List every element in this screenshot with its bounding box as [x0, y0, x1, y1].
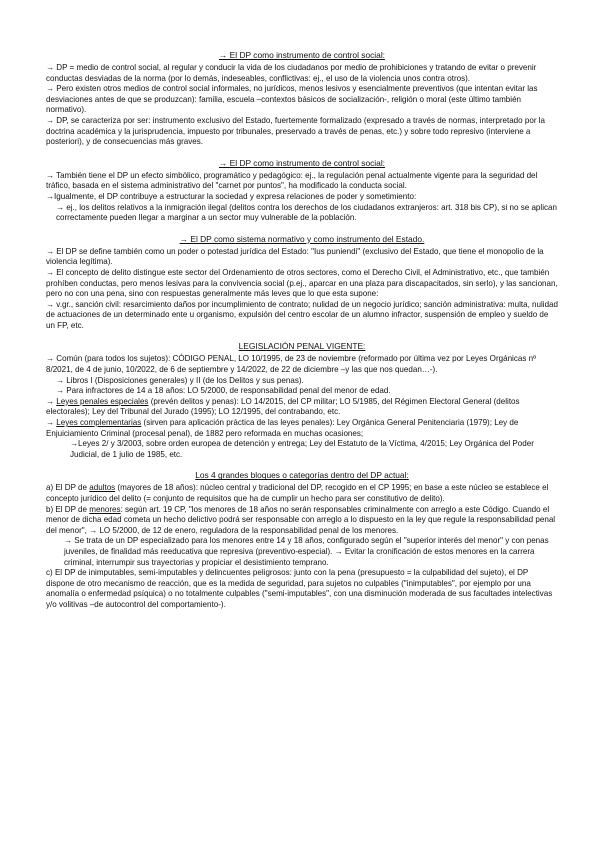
paragraph: → DP, se caracteriza por ser: instrumento exclusivo del Estado, fuertemente formalizado (expresado a través de normas, interpretado por la doctrina académica y la jurisprudencia, impuesto por tribunales, preservado a través de penas, etc.) y sobre todo represivo (interviene a posteriori), y de consecuencias más graves. — [46, 115, 546, 147]
section-sistema-normativo — [46, 234, 558, 332]
paragraph-indented: → Se trata de un DP especializado para los menores entre 14 y 18 años, configurado según el "superior interés del menor" y con penas juveniles, de finalidad más reeducativa que represiva (preventivo-especial). → Evitar la cronificación de estos menores en la carrera criminal, interrumpir sus trayectorias y propiciar el desistimiento temprano. — [64, 536, 549, 567]
section-control-social-1 — [46, 50, 558, 148]
section-heading: → El DP como instrumento de control social: — [218, 157, 386, 168]
paragraph: c) El DP de inimputables, semi-imputables y delincuentes peligrosos: junto con la pena (presupuesto = la culpabilidad del sujeto), el DP dispone de otro mecanismo de reacción, que es la medida de seguridad, para sujetos no culpables ("inimputables", por ejemplo por una anomalía o enfermedad psíquica) o no totalmente culpables ("semi-imputables", con una disminución moderada de sus facultades intelectivas y/o volitivas –de autocontrol del comportamiento-). — [46, 568, 553, 609]
paragraph: → v.gr., sanción civil: resarcimiento daños por incumplimiento de contrato; nulidad de un negocio jurídico; sanción administrativa: multa, nulidad de actuaciones de un determinado ente u organismo, expulsión del centro escolar de un alumno infractor, suspensión de empleo y sueldo de un FP, etc. — [46, 299, 558, 330]
paragraph: → El concepto de delito distingue este sector del Ordenamiento de otros sectores, como el Derecho Civil, el Administrativo, etc., que también prohíben conductas, pero menos lesivas para la convivencia social (p.ej., aparcar en una plaza para discapacitados, sin serlo), y las sancionan, pero no con una pena, sino con respuestas generalmente más leves que lo que esta supone: — [46, 267, 558, 299]
paragraph-indented: → Para infractores de 14 a 18 años: LO 5/2000, de responsabilidad penal del menor de edad. — [56, 386, 391, 396]
section-control-social-2 — [46, 158, 558, 224]
paragraph-indented: → ej., los delitos relativos a la inmigración ilegal (delitos contra los derechos de los ciudadanos extranjeros: art. 318 bis CP), si no se aplican correctamente pueden llegar a marginar a un sector muy vulnerable de la población. — [56, 202, 557, 223]
section-heading: Los 4 grandes bloques o categorías dentro del DP actual: — [195, 470, 409, 481]
paragraph: b) El DP de menores: según art. 19 CP, "los menores de 18 años no serán responsables criminalmente con arreglo a este Código. Cuando el menor de dicha edad cometa un hecho delictivo podrá ser responsable con arreglo a lo dispuesto en la ley que regule la responsabilidad penal del menor", → LO 5/2000, de 12 de enero, reguladora de la responsabilidad penal de los menores. — [46, 504, 556, 535]
underlined-term: menores — [89, 504, 121, 514]
paragraph: → DP = medio de control social, al regular y conducir la vida de los ciudadanos por medio de prohibiciones y tratando de evitar o prevenir conductas desviadas de la norma (por lo demás, indeseables, conflictivas: ej., el uso de la violencia unos contra otros). — [46, 63, 537, 83]
paragraph: → Leyes complementarias (sirven para aplicación práctica de las leyes penales): Ley Orgánica General Penitenciaria (1979); Ley de Enjuiciamiento Criminal (procesal penal), de 1882 pero reformada en muchas ocasiones; — [46, 418, 519, 438]
paragraph-indented: →Leyes 2/ y 3/2003, sobre orden europea de detención y entrega; Ley del Estatuto de la Víctima, 4/2015; Ley Orgánica del Poder Judicial, de 1 julio de 1985, etc. — [70, 439, 534, 459]
section-heading: → El DP como sistema normativo y como instrumento del Estado. — [179, 233, 425, 244]
paragraph: a) El DP de adultos (mayores de 18 años): núcleo central y tradicional del DP, recogido en el CP 1995; en base a este núcleo se establece el concepto jurídico del delito (= conjunto de requisitos que ha de cumplir un hecho para ser constitutivo de delito). — [46, 483, 549, 503]
paragraph: → El DP se define también como un poder o potestad jurídica del Estado: "Ius puniendi" (exclusivo del Estado, que tiene el monopolio de la violencia legítima). — [46, 246, 544, 267]
section-heading: → El DP como instrumento de control social: — [218, 50, 386, 60]
underlined-term: Leyes complementarias — [56, 418, 142, 428]
section-heading: LEGISLACIÓN PENAL VIGENTE: — [238, 341, 366, 352]
paragraph: → Leyes penales especiales (prevén delitos y penas): LO 14/2015, del CP militar; LO 5/1985, del Régimen Electoral General (delitos electorales); Ley del Tribunal del Jurado (1995); LO 12/1995, del contrabando, etc. — [46, 396, 520, 417]
paragraph-indented: → Libros I (Disposiciones generales) y II (de los Delitos y sus penas). — [56, 375, 304, 385]
section-legislacion — [46, 341, 558, 460]
underlined-term: Leyes penales especiales — [56, 396, 149, 406]
underlined-term: adultos — [89, 483, 116, 493]
paragraph: → Común (para todos los sujetos): CÓDIGO PENAL, LO 10/1995, de 23 de noviembre (reformado por última vez por Leyes Orgánicas nº 8/2021, de 4 de junio, 10/2022, de 6 de septiembre y 14/2022, de 22 de diciembre –y las que nos quedan…-). — [46, 354, 537, 375]
section-categorias — [46, 470, 558, 610]
paragraph: →Igualmente, el DP contribuye a estructurar la sociedad y expresa relaciones de poder y sometimiento: — [46, 191, 417, 201]
document-page — [46, 50, 558, 621]
paragraph: → Pero existen otros medios de control social informales, no jurídicos, menos lesivos y esencialmente preventivos (que intentan evitar las desviaciones antes de que se produzcan): familia, escuela –contextos básicos de socialización-, religión o moral (este último también normativo). — [46, 84, 538, 115]
paragraph: → También tiene el DP un efecto simbólico, programático y pedagógico: ej., la regulación penal actualmente vigente para la seguridad del tráfico, basada en el sistema administrativo del "carnet por puntos", ha modificado la conducta social. — [46, 170, 538, 191]
